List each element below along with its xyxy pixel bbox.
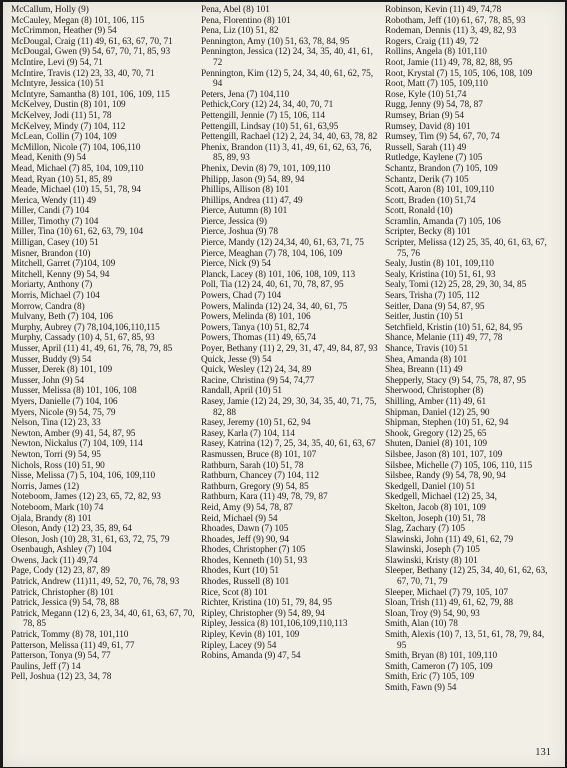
index-entry: Shuten, Daniel (8) 101, 109 [385, 439, 487, 450]
index-entry: Patrick, Jessica (9) 54, 78, 88 [11, 598, 119, 609]
index-entry: Sleeper, Bethany (12) 25, 34, 40, 61, 62, 63, 67, 70, 71, 79 [385, 566, 548, 588]
index-entry: Skedgell, Daniel (10) 51 [385, 481, 476, 492]
index-entry: Pierce, Joshua (9) 78 [201, 227, 278, 238]
index-entry: Rasey, Jamie (12) 24, 29, 30, 34, 35, 40, 71, 75, 82, 88 [201, 396, 377, 418]
index-entry: Sloan, Trish (11) 49, 61, 62, 79, 88 [385, 598, 514, 609]
index-entry: Sloan, Troy (9) 54, 90, 93 [385, 608, 480, 619]
index-entry: Smith, Fawn (9) 54 [385, 683, 457, 693]
index-entry: Smith, Bryan (8) 101, 109,110 [385, 651, 498, 662]
index-entry: Slawinski, Joseph (7) 105 [385, 545, 480, 556]
index-entry: Pierce, Nick (9) 54 [201, 259, 271, 270]
index-entry: Rumsey, David (8) 101 [385, 121, 471, 132]
index-entry: Milligan, Casey (10) 51 [11, 238, 99, 249]
index-column-1 [11, 5, 197, 740]
index-entry: Robotham, Jeff (10) 61, 67, 78, 85, 93 [385, 15, 526, 26]
index-entry: Pena, Abel (8) 101 [201, 5, 270, 15]
index-entry: Musser, April (11) 41, 49, 61, 76, 78, 79, 85 [11, 344, 173, 354]
index-entry: Patrick, Megann (12) 6, 23, 34, 40, 61, 63, 67, 70, 78, 85 [11, 608, 195, 630]
index-entry: Racine, Christina (9) 54, 74,77 [201, 375, 315, 386]
index-entry: McLean, Collin (7) 104, 109 [11, 132, 117, 143]
index-entry: Rathburn, Gregory (9) 54, 85 [201, 481, 309, 492]
index-entry: Newton, Nickalus (7) 104, 109, 114 [11, 439, 143, 450]
index-entry: Miller, Candi (7) 104 [11, 206, 90, 217]
index-entry: Pena, Liz (10) 51, 82 [201, 26, 279, 37]
index-entry: Phillips, Andrea (11) 47, 49 [201, 195, 303, 206]
index-entry: Miller, Timothy (7) 104 [11, 216, 99, 227]
index-entry: Rugg, Jenny (9) 54, 78, 87 [385, 100, 483, 111]
index-entry: Newton, Torri (9) 54, 95 [11, 449, 101, 460]
index-entry: Quick, Jesse (9) 54 [201, 354, 272, 365]
index-entry: McCallum, Holly (9) [11, 5, 89, 15]
index-entry: Scott, Ronald (10) [385, 206, 453, 217]
index-entry: Patrick, Andrew (11)11, 49, 52, 70, 76, 78, 93 [11, 577, 180, 588]
index-entry: Rathburn, Kara (11) 49, 78, 79, 87 [201, 492, 328, 503]
index-entry: Smith, Cameron (7) 105, 109 [385, 661, 493, 672]
index-entry: Murphy, Aubrey (7) 78,104,106,110,115 [11, 322, 160, 333]
index-entry: Mead, Michael (7) 85, 104, 109,110 [11, 163, 144, 174]
index-entry: Pennington, Jessica (12) 24, 34, 35, 40, 41, 61, 72 [201, 47, 373, 68]
index-entry: Root, Jamie (11) 49, 78, 82, 88, 95 [385, 57, 513, 68]
index-entry: Smith, Eric (7) 105, 109 [385, 672, 475, 683]
index-entry: Silsbee, Jason (8) 101, 107, 109 [385, 449, 503, 460]
index-entry: Newton, Amber (9) 41, 54, 87, 95 [11, 428, 136, 439]
index-entry: Ripley, Christopher (9) 54, 89, 94 [201, 608, 325, 619]
index-entry: Rasey, Katrina (12) 7, 25, 34, 35, 40, 61, 63, 67 [201, 439, 376, 450]
index-entry: Ripley, Jessica (8) 101,106,109,110,113 [201, 619, 348, 630]
index-entry: Shipman, Daniel (12) 25, 90 [385, 407, 490, 418]
index-entry: Nichols, Ross (10) 51, 90 [11, 460, 105, 471]
index-entry: McIntyre, Jessica (10) 51 [11, 79, 105, 90]
index-entry: Noteboom, James (12) 23, 65, 72, 82, 93 [11, 492, 161, 503]
index-entry: Pettengill, Lindsay (10) 51, 61, 63,95 [201, 121, 339, 132]
index-entry: Slawinski, Kristy (8) 101 [385, 555, 478, 566]
index-entry: Myers, Nicole (9) 54, 75, 79 [11, 407, 116, 418]
index-entry: McKelvey, Mindy (7) 104, 112 [11, 121, 126, 132]
index-entry: McDougal, Gwen (9) 54, 67, 70, 71, 85, 93 [11, 47, 171, 58]
index-entry: Smith, Alan (10) 78 [385, 619, 458, 630]
index-entry: Poyer, Bethany (11) 2, 29, 31, 47, 49, 84, 87, 93 [201, 344, 378, 354]
index-entry: Powers, Thomas (11) 49, 65,74 [201, 333, 317, 344]
index-entry: Rathburn, Chancey (7) 104, 112 [201, 471, 319, 482]
index-entry: Oleson, Josh (10) 28, 31, 61, 63, 72, 75, 79 [11, 534, 170, 545]
index-entry: Noteboom, Mark (10) 74 [11, 502, 104, 513]
index-entry: Richter, Kristina (10) 51, 79, 84, 95 [201, 598, 333, 609]
index-entry: Norris, James (12) [11, 481, 80, 492]
index-entry: Mulvany, Beth (7) 104, 106 [11, 312, 113, 323]
index-entry: Rumsey, Tim (9) 54, 67, 70, 74 [385, 132, 500, 143]
index-entry: Scramlin, Amanda (7) 105, 106 [385, 216, 501, 227]
index-entry: Shilling, Amber (11) 49, 61 [385, 396, 487, 407]
index-entry: Planck, Lacey (8) 101, 106, 108, 109, 113 [201, 269, 356, 280]
index-entry: Root, Matt (7) 105, 109,110 [385, 79, 488, 90]
index-entry: Seitler, Justin (10) 51 [385, 312, 464, 323]
index-entry: Pettengill, Jennie (7) 15, 106, 114 [201, 110, 325, 121]
index-entry: Robins, Amanda (9) 47, 54 [201, 651, 301, 662]
index-entry: Peters, Jena (7) 104,110 [201, 89, 290, 100]
index-entry: Shipman, Stephen (10) 51, 62, 94 [385, 418, 509, 429]
index-entry: Powers, Malinda (12) 24, 34, 40, 61, 75 [201, 301, 348, 312]
index-entry: Phenix, Brandon (11) 3, 41, 49, 61, 62, 63, 76, 85, 89, 93 [201, 142, 372, 164]
index-entry: Scripter, Melissa (12) 25, 35, 40, 61, 63, 67, 75, 76 [385, 238, 547, 259]
index-entry: Robinson, Kevin (11) 49, 74,78 [385, 5, 502, 15]
index-entry: Rhodes, Kurt (10) 51 [201, 566, 280, 577]
index-entry: Pettengill, Rachael (12) 2, 24, 34, 40, 63, 78, 82 [201, 132, 378, 143]
index-entry: Rutledge, Kaylene (7) 105 [385, 153, 483, 164]
index-entry: Morrow, Candra (8) [11, 301, 85, 312]
index-entry: Ripley, Kevin (8) 101, 109 [201, 630, 300, 641]
index-entry: Schantz, Derik (7) 105 [385, 174, 469, 185]
index-entry: Mead, Kenith (9) 54 [11, 153, 86, 164]
index-entry: Shepperly, Stacy (9) 54, 75, 78, 87, 95 [385, 375, 527, 386]
index-entry: Philipp, Jason (9) 54, 89, 94 [201, 174, 305, 185]
index-entry: Rasey, Jeremy (10) 51, 62, 94 [201, 418, 311, 429]
index-entry: McIntire, Levi (9) 54, 71 [11, 57, 103, 68]
index-entry: Mitchell, Garret (7)104, 109 [11, 259, 116, 270]
index-entry: Moriarty, Anthony (7) [11, 280, 93, 291]
index-entry: Page, Cody (12) 23, 87, 89 [11, 566, 110, 577]
index-entry: Sealy, Kristina (10) 51, 61, 93 [385, 269, 496, 280]
index-entry: Russell, Sarah (11) 49 [385, 142, 467, 153]
index-entry: Sears, Trisha (7) 105, 112 [385, 291, 480, 302]
index-entry: Scott, Braden (10) 51,74 [385, 195, 476, 206]
index-entry: Powers, Chad (7) 104 [201, 291, 282, 302]
index-entry: Scott, Aaron (8) 101, 109,110 [385, 185, 494, 196]
index-entry: Skelton, Jacob (8) 101, 109 [385, 502, 486, 513]
index-columns [11, 5, 559, 740]
index-entry: Smith, Alexis (10) 7, 13, 51, 61, 78, 79, 84, 95 [385, 630, 545, 651]
index-entry: Skedgell, Michael (12) 25, 34, [385, 492, 497, 503]
index-entry: McKelvey, Jodi (11) 51, 78 [11, 110, 112, 121]
index-entry: Musser, John (9) 54 [11, 375, 85, 386]
index-entry: Rasmussen, Bruce (8) 101, 107 [201, 449, 317, 460]
index-entry: McKelvey, Dustin (8) 101, 109 [11, 100, 126, 111]
index-entry: Rice, Scot (8) 101 [201, 587, 268, 598]
index-entry: Sealy, Tomi (12) 25, 28, 29, 30, 34, 85 [385, 280, 527, 291]
index-entry: Murphy, Cassady (10) 4, 51, 67, 85, 93 [11, 333, 155, 344]
index-entry: Root, Krystal (7) 15, 105, 106, 108, 109 [385, 68, 533, 79]
index-entry: Pena, Florentino (8) 101 [201, 15, 291, 26]
index-entry: Rathburn, Sarah (10) 51, 78 [201, 460, 304, 471]
index-entry: Powers, Tanya (10) 51, 82,74 [201, 322, 310, 333]
index-entry: Pethick,Cory (12) 24, 34, 40, 70, 71 [201, 100, 334, 111]
index-entry: Rhoades, Jeff (9) 90, 94 [201, 534, 289, 545]
index-entry: Mead, Ryan (10) 51, 85, 89 [11, 174, 113, 185]
index-entry: Seitler, Dana (9) 54, 87, 95 [385, 301, 485, 312]
index-entry: Patrick, Christopher (8) 101 [11, 587, 114, 598]
index-entry: Nelson, Tina (12) 23, 33 [11, 418, 101, 429]
index-entry: Myers, Danielle (7) 104, 106 [11, 396, 118, 407]
index-entry: Setchfield, Kristin (10) 51, 62, 84, 95 [385, 322, 523, 333]
index-entry: Slawinski, John (11) 49, 61, 62, 79 [385, 534, 514, 545]
page-number: 131 [535, 747, 551, 758]
index-entry: Pell, Joshua (12) 23, 34, 78 [11, 672, 112, 683]
index-entry: Quick, Wesley (12) 24, 34, 89 [201, 365, 312, 376]
index-entry: Reid, Amy (9) 54, 78, 87 [201, 502, 293, 513]
index-entry: Musser, Melissa (8) 101, 106, 108 [11, 386, 137, 397]
index-entry: Slag, Zachary (7) 105 [385, 524, 466, 535]
index-entry: Patrick, Tommy (8) 78, 101,110 [11, 630, 129, 641]
index-entry: Shance, Travis (10) 51 [385, 344, 469, 354]
index-entry: Sleeper, Michael (7) 79, 105, 107 [385, 587, 508, 598]
index-entry: Merica, Wendy (11) 49 [11, 195, 96, 206]
index-entry: Rumsey, Brian (9) 54 [385, 110, 464, 121]
index-entry: Rasey, Karla (7) 104, 114 [201, 428, 295, 439]
index-entry: McIntyre, Samantha (8) 101, 106, 109, 115 [11, 89, 170, 100]
index-entry: Ripley, Lacey (9) 54 [201, 640, 277, 651]
index-entry: Rhodes, Kenneth (10) 51, 93 [201, 555, 308, 566]
index-entry: Scripter, Becky (8) 101 [385, 227, 471, 238]
index-entry: Sealy, Justin (8) 101, 109,110 [385, 259, 494, 270]
index-entry: McIntire, Travis (12) 23, 33, 40, 70, 71 [11, 68, 155, 79]
index-entry: Osenbaugh, Ashley (7) 104 [11, 545, 112, 556]
index-entry: Shea, Breann (11) 49 [385, 365, 463, 376]
index-entry: Rhodes, Christopher (7) 105 [201, 545, 306, 556]
index-entry: Paulins, Jeff (7) 14 [11, 661, 81, 672]
index-entry: Musser, Buddy (9) 54 [11, 354, 92, 365]
index-entry: Rhoades, Dawn (7) 105 [201, 524, 289, 535]
index-entry: Rogers, Craig (11) 49, 72 [385, 36, 479, 47]
index-entry: Miller, Tina (10) 61, 62, 63, 79, 104 [11, 227, 144, 238]
index-entry: Patterson, Tonya (9) 54, 77 [11, 651, 111, 662]
index-entry: Morris, Michael (7) 104 [11, 291, 100, 302]
index-entry: Schantz, Brandon (7) 105, 109 [385, 163, 498, 174]
index-entry: Pierce, Meaghan (7) 78, 104, 106, 109 [201, 248, 343, 259]
index-entry: Pierce, Mandy (12) 24,34, 40, 61, 63, 71, 75 [201, 238, 364, 249]
index-entry: Patterson, Melissa (11) 49, 61, 77 [11, 640, 135, 651]
index-entry: Phenix, Devin (8) 79, 101, 109,110 [201, 163, 331, 174]
index-column-3 [381, 5, 557, 740]
index-entry: Rhodes, Russell (8) 101 [201, 577, 290, 588]
index-entry: McCrimmon, Heather (9) 54 [11, 26, 117, 37]
index-entry: Skelton, Joseph (10) 51, 78 [385, 513, 486, 524]
index-entry: Ojala, Brandy (8) 101 [11, 513, 92, 524]
index-entry: Musser, Derek (8) 101, 109 [11, 365, 113, 376]
index-entry: Oleson, Andy (12) 23, 35, 89, 64 [11, 524, 132, 535]
index-page [3, 2, 565, 767]
index-entry: Mitchell, Kenny (9) 54, 94 [11, 269, 110, 280]
index-entry: Nisse, Melissa (7) 5, 104, 106, 109,110 [11, 471, 156, 482]
index-entry: Meade, Michael (10) 15, 51, 78, 94 [11, 185, 141, 196]
index-entry: Shook, Gregory (12) 25, 65 [385, 428, 487, 439]
index-entry: McMillon, Nicole (7) 104, 106,110 [11, 142, 141, 153]
index-entry: Rose, Kyle (10) 51,74 [385, 89, 467, 100]
index-entry: Pierce, Jessica (9) [201, 216, 267, 227]
index-entry: Poll, Tia (12) 24, 40, 61, 70, 78, 87, 95 [201, 280, 344, 291]
index-entry: McDougal, Craig (11) 49, 61, 63, 67, 70, 71 [11, 36, 173, 47]
index-entry: McCauley, Megan (8) 101, 106, 115 [11, 15, 145, 26]
index-entry: Pennington, Amy (10) 51, 63, 78, 84, 95 [201, 36, 350, 47]
index-entry: Phillips, Allison (8) 101 [201, 185, 290, 196]
index-entry: Shance, Melanie (11) 49, 77, 78 [385, 333, 503, 344]
index-entry: Sherwood, Christopher (8) [385, 386, 484, 397]
index-entry: Silsbee, Randy (9) 54, 78, 90, 94 [385, 471, 506, 482]
index-entry: Misner, Brandon (10) [11, 248, 91, 259]
index-entry: Rollins, Angela (8) 101,110 [385, 47, 487, 58]
index-entry: Owens, Jack (11) 49,74 [11, 555, 98, 566]
index-entry: Randall, April (10) 51 [201, 386, 283, 397]
index-entry: Silsbee, Michelle (7) 105, 106, 110, 115 [385, 460, 533, 471]
index-column-2 [197, 5, 381, 740]
index-entry: Pennington, Kim (12) 5, 24, 34, 40, 61, 62, 75, 94 [201, 68, 373, 90]
index-entry: Rodeman, Dennis (11) 3, 49, 82, 93 [385, 26, 517, 37]
index-entry: Pierce, Autumn (8) 101 [201, 206, 288, 217]
index-entry: Powers, Melinda (8) 101, 106 [201, 312, 311, 323]
index-entry: Shea, Amanda (8) 101 [385, 354, 468, 365]
index-entry: Reid, Michael (9) 54 [201, 513, 278, 524]
